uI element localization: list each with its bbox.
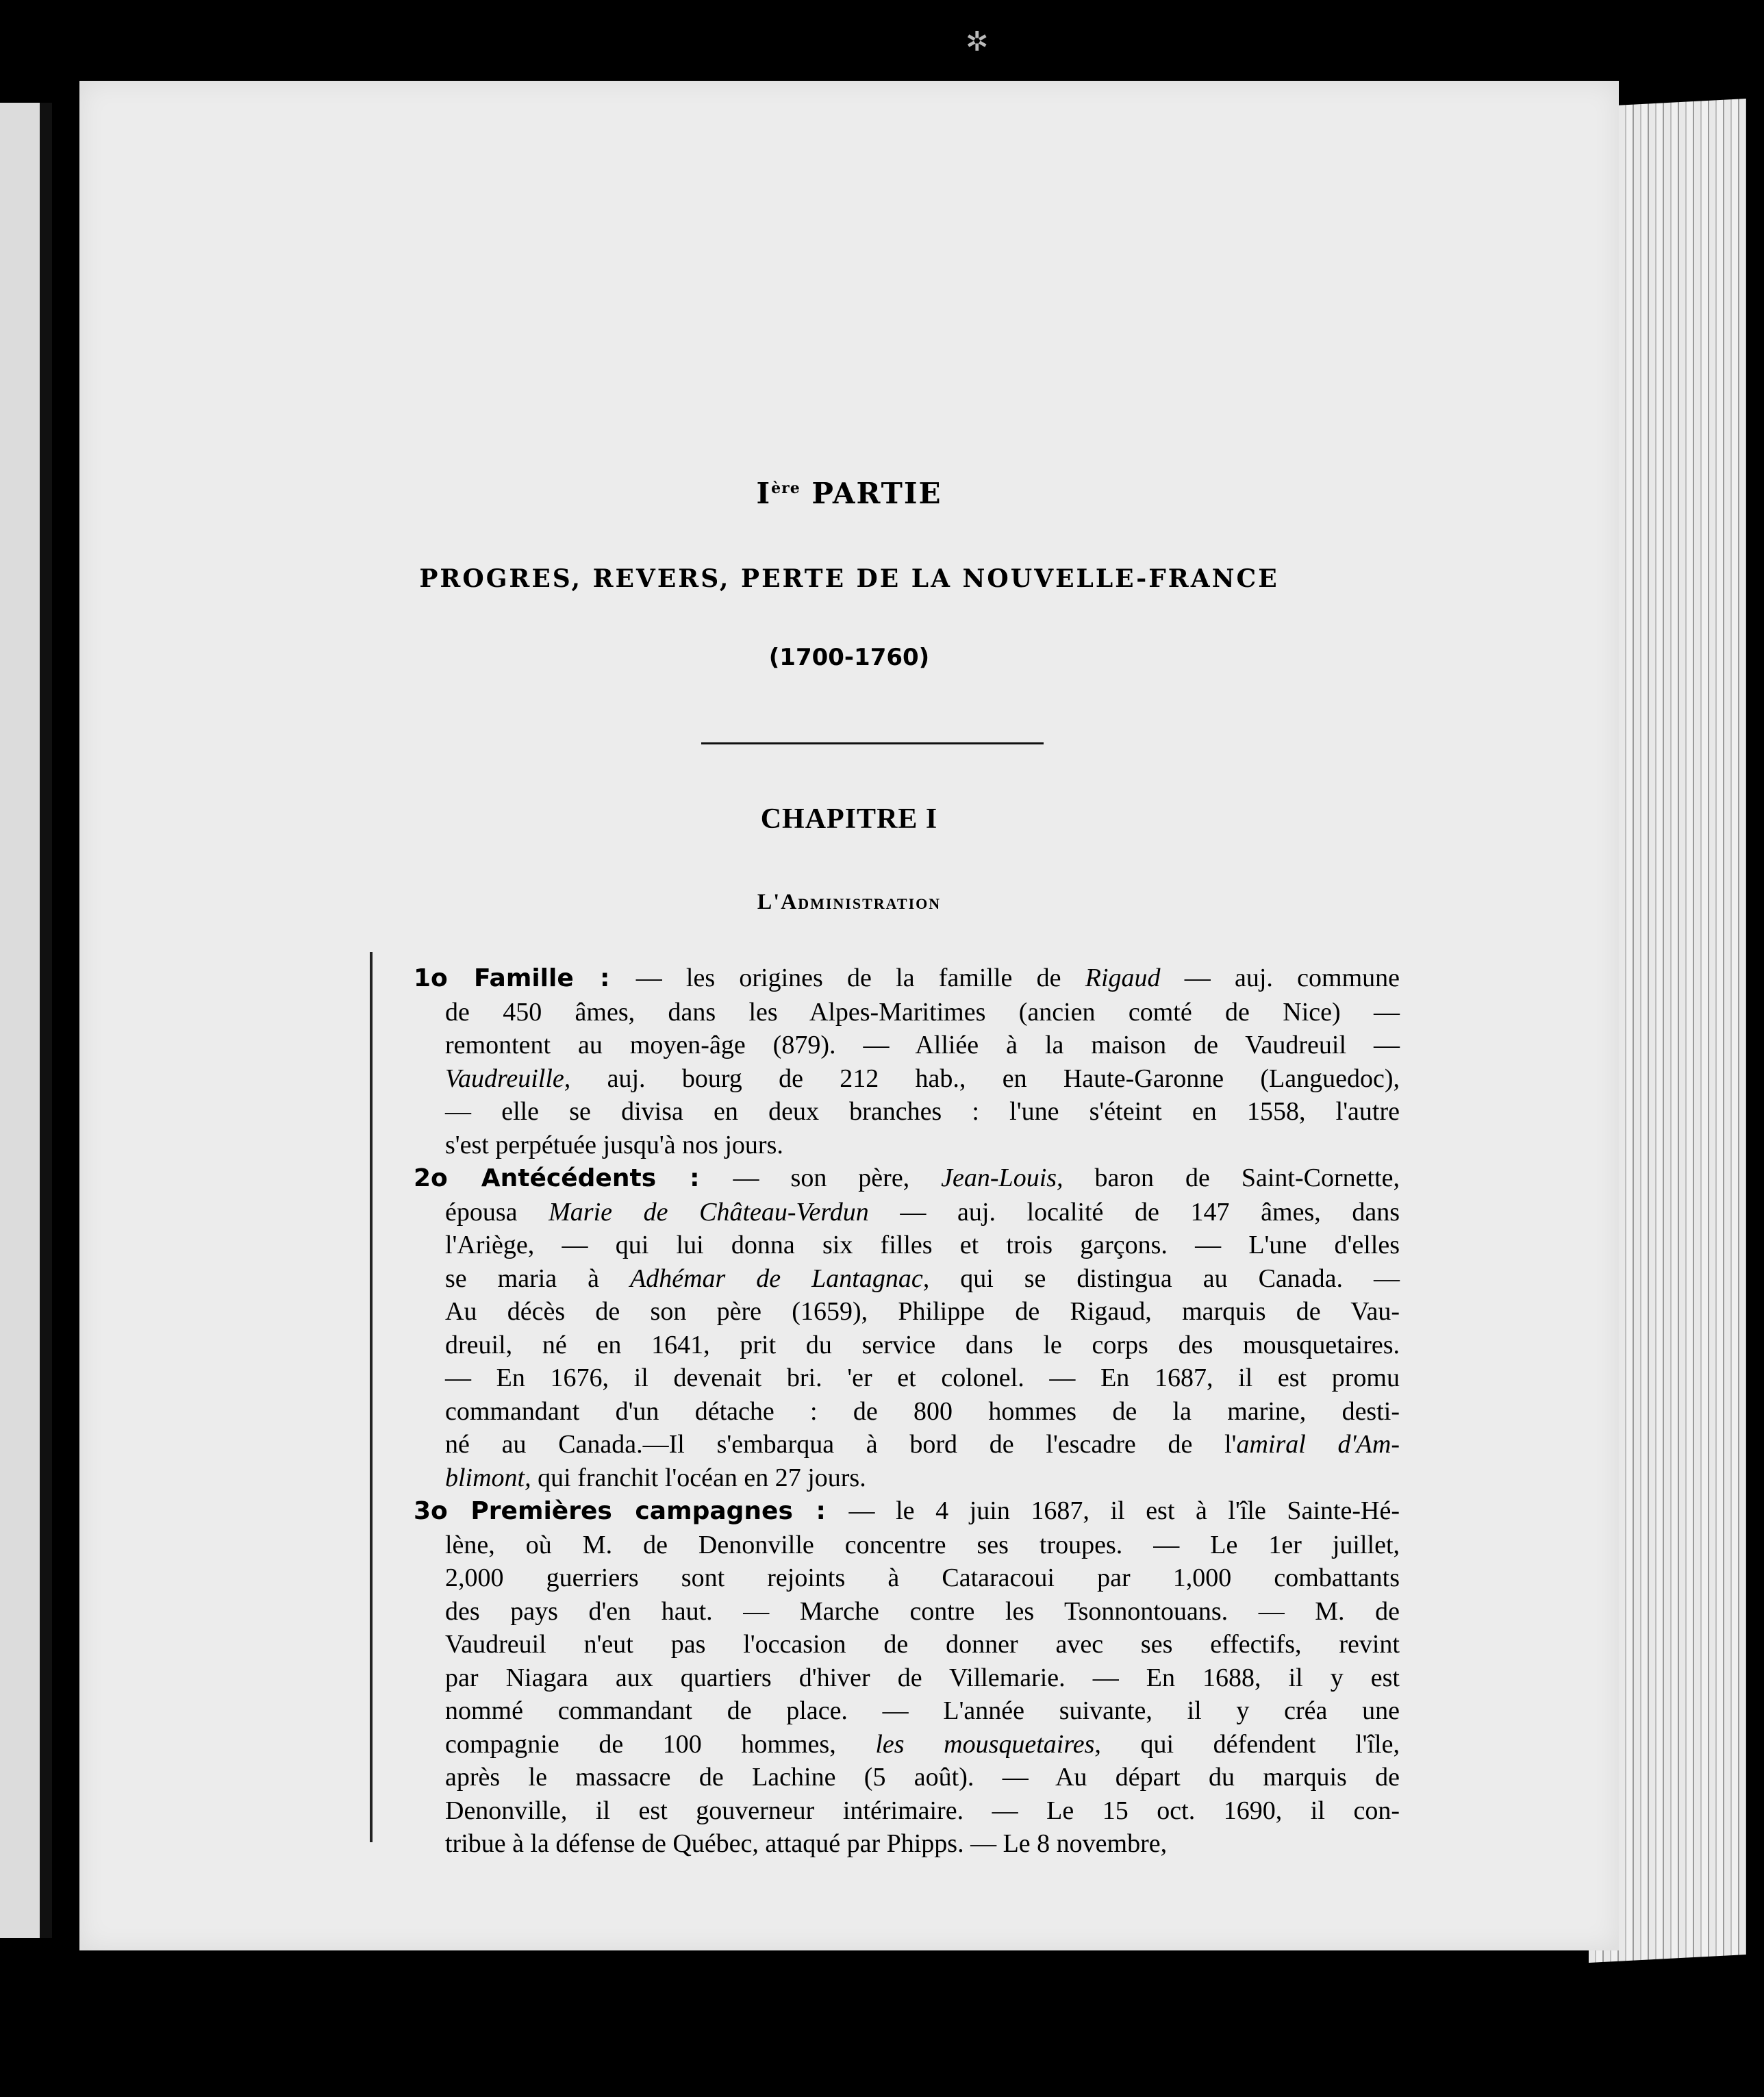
date-range: (1700-1760) — [768, 644, 930, 671]
italic-name: Vaudreuille, — [445, 1064, 571, 1093]
text-line: se maria à Adhémar de Lantagnac, qui se distingua au Canada. — — [445, 1264, 1400, 1293]
book-page — [79, 81, 1619, 1950]
text-line: Vaudreuil n'eut pas l'occasion de donner avec ses effectifs, revint — [445, 1630, 1400, 1659]
chapter-subtitle: L'Administration — [757, 889, 942, 914]
text-line: tribue à la défense de Québec, attaqué par Phipps. — Le 8 novembre, — [445, 1829, 1168, 1858]
text-line: nommé commandant de place. — L'année suivante, il y créa une — [445, 1696, 1400, 1725]
italic-name: Adhémar de Lantagnac, — [630, 1264, 930, 1293]
entry-heading: 3o Premières campagnes : — [414, 1497, 849, 1525]
text-line: épousa Marie de Château-Verdun — auj. localité de 147 âmes, dans — [445, 1197, 1400, 1227]
text-line: Denonville, il est gouverneur intérimaire. — Le 15 oct. 1690, il con- — [445, 1796, 1400, 1825]
text-line: s'est perpétuée jusqu'à nos jours. — [445, 1130, 783, 1159]
text-line: commandant d'un détache : de 800 hommes de la marine, desti- — [445, 1396, 1400, 1426]
part-number: I — [756, 477, 772, 510]
entry-1 — [414, 962, 1400, 1161]
text-line: par Niagara aux quartiers d'hiver de Villemarie. — En 1688, il y est — [445, 1663, 1400, 1692]
text-line: l'Ariège, — qui lui donna six filles et trois garçons. — L'une d'elles — [445, 1231, 1400, 1259]
text-line: — elle se divisa en deux branches : l'une s'éteint en 1558, l'autre — [445, 1097, 1400, 1126]
text-line: 3o Premières campagnes : — le 4 juin 1687, il est à l'île Sainte-Hé- — [414, 1496, 1400, 1525]
italic-name: les mousquetaires, — [875, 1729, 1101, 1759]
part-superscript: ère — [771, 479, 801, 497]
text-line: compagnie de 100 hommes, les mousquetaires, qui défendent l'île, — [445, 1729, 1400, 1759]
text-line: né au Canada.—Il s'embarqua à bord de l'escadre de l'amiral d'Am- — [445, 1430, 1400, 1459]
part-heading — [79, 477, 1619, 510]
text-line: remontent au moyen-âge (879). — Alliée à la maison de Vaudreuil — — [445, 1031, 1400, 1059]
text-line: de 450 âmes, dans les Alpes-Maritimes (ancien comté de Nice) — — [445, 997, 1400, 1027]
gutter-shadow — [40, 103, 52, 1938]
text-line: après le massacre de Lachine (5 août). — Au départ du marquis de — [445, 1763, 1400, 1792]
text-line: 2o Antécédents : — son père, Jean-Louis, baron de Saint-Cornette, — [414, 1164, 1400, 1192]
text-line: dreuil, né en 1641, prit du service dans le corps des mousquetaires. — [445, 1330, 1400, 1359]
text-line: 2,000 guerriers sont rejoints à Cataracoui par 1,000 combattants — [445, 1564, 1400, 1592]
italic-name: blimont, — [445, 1463, 531, 1492]
text-line: des pays d'en haut. — Marche contre les Tsonnontouans. — M. de — [445, 1596, 1400, 1626]
italic-name: Jean-Louis, — [941, 1164, 1063, 1192]
italic-name: Rigaud — [1085, 964, 1161, 992]
margin-bracket — [370, 952, 373, 1842]
part-label: PARTIE — [811, 477, 942, 510]
chapter-heading: CHAPITRE I — [760, 803, 938, 835]
text-line: Vaudreuille, auj. bourg de 212 hab., en Haute-Garonne (Languedoc), — [445, 1064, 1400, 1093]
text-line: blimont, qui franchit l'océan en 27 jours. — [445, 1463, 866, 1492]
text-line: Au décès de son père (1659), Philippe de Rigaud, marquis de Vau- — [445, 1297, 1400, 1326]
text-line: lène, où M. de Denonville concentre ses troupes. — Le 1er juillet, — [445, 1530, 1400, 1559]
italic-name: Marie de Château-Verdun — [549, 1197, 869, 1227]
text-line: 1o Famille : — les origines de la famille de Rigaud — auj. commune — [414, 964, 1400, 992]
text-line: — En 1676, il devenait bri. 'er et colonel. — En 1687, il est promu — [445, 1364, 1400, 1392]
previous-page-edge — [0, 103, 40, 1938]
ink-blot-icon: ✲ — [966, 26, 989, 58]
divider-rule — [701, 742, 1044, 744]
entry-heading: 2o Antécédents : — [414, 1164, 733, 1192]
italic-name: amiral d'Am- — [1236, 1430, 1400, 1459]
entry-3 — [414, 1494, 1400, 1861]
main-title: PROGRES, REVERS, PERTE DE LA NOUVELLE-FRANCE — [419, 564, 1279, 593]
body-text — [414, 962, 1400, 1861]
entry-heading: 1o Famille : — [414, 964, 636, 992]
entry-2 — [414, 1161, 1400, 1494]
